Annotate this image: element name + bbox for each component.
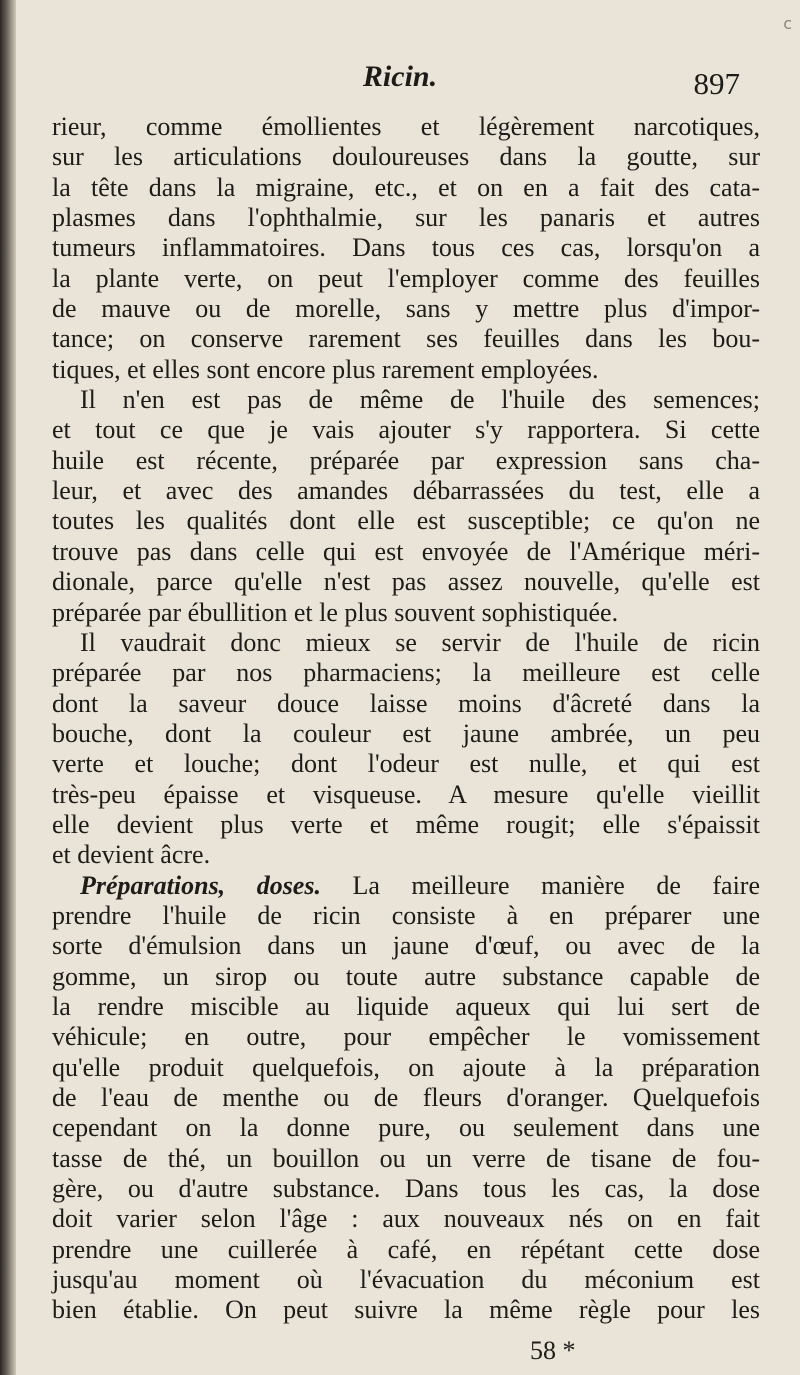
text-line: Il n'en est pas de même de l'huile des semences; bbox=[80, 385, 760, 415]
text-line: qu'elle produit quelquefois, on ajoute à la préparation bbox=[52, 1052, 760, 1082]
text-line: prendre l'huile de ricin consiste à en préparer une bbox=[52, 900, 760, 930]
body-text bbox=[52, 112, 760, 1326]
text-line: elle devient plus verte et même rougit; elle s'épaissit bbox=[52, 809, 760, 839]
text-line: trouve pas dans celle qui est envoyée de l'Amérique méri- bbox=[52, 536, 760, 566]
text-line: tiques, et elles sont encore plus rarement employées. bbox=[52, 354, 599, 384]
text-line: la plante verte, on peut l'employer comme des feuilles bbox=[52, 263, 760, 293]
signature-mark: 58 * bbox=[530, 1336, 576, 1365]
text-line: de mauve ou de morelle, sans y mettre plus d'impor- bbox=[52, 294, 760, 324]
text-line: tance; on conserve rarement ses feuilles dans les bou- bbox=[52, 324, 760, 354]
section-heading: Préparations, doses. bbox=[80, 870, 321, 900]
text-line: huile est récente, préparée par expression sans cha- bbox=[52, 445, 760, 475]
page-number: 897 bbox=[693, 66, 740, 101]
text-line: gomme, un sirop ou toute autre substance capable de bbox=[52, 961, 760, 991]
text-line: sorte d'émulsion dans un jaune d'œuf, ou avec de la bbox=[52, 931, 760, 961]
text-line: de l'eau de menthe ou de fleurs d'oranger. Quelquefois bbox=[52, 1083, 760, 1112]
text-line: la rendre miscible au liquide aqueux qui lui sert de bbox=[52, 991, 760, 1021]
text-line: préparée par ébullition et le plus souvent sophistiquée. bbox=[52, 597, 619, 627]
text-line: bien établie. On peut suivre la même règle pour les bbox=[52, 1295, 760, 1325]
text-line: très-peu épaisse et visqueuse. A mesure qu'elle vieillit bbox=[52, 779, 760, 809]
text-line: doit varier selon l'âge : aux nouveaux nés on en fait bbox=[52, 1204, 760, 1234]
text-line: leur, et avec des amandes débarrassées du test, elle a bbox=[52, 476, 760, 506]
running-title: Ricin. bbox=[362, 60, 438, 93]
section-lead: La meilleure manière de faire bbox=[352, 870, 760, 900]
text-line: préparée par nos pharmaciens; la meilleure est celle bbox=[52, 658, 760, 688]
text-line: cependant on la donne pure, ou seulement dans une bbox=[52, 1113, 760, 1143]
text-line: gère, ou d'autre substance. Dans tous les cas, la dose bbox=[52, 1174, 760, 1204]
margin-mark: c bbox=[783, 14, 792, 33]
text-line: dionale, parce qu'elle n'est pas assez nouvelle, qu'elle est bbox=[52, 567, 760, 597]
text-line: prendre une cuillerée à café, en répétant cette dose bbox=[52, 1234, 760, 1264]
text-line: et devient âcre. bbox=[52, 840, 211, 870]
text-line: jusqu'au moment où l'évacuation du méconium est bbox=[52, 1265, 760, 1295]
text-line: toutes les qualités dont elle est susceptible; ce qu'on ne bbox=[52, 506, 760, 536]
text-line: la tête dans la migraine, etc., et on en a fait des cata- bbox=[52, 172, 760, 202]
text-line: bouche, dont la couleur est jaune ambrée, un peu bbox=[52, 718, 760, 748]
text-line: dont la saveur douce laisse moins d'âcreté dans la bbox=[52, 688, 760, 718]
text-line: tumeurs inflammatoires. Dans tous ces cas, lorsqu'on a bbox=[52, 233, 760, 263]
text-line: tasse de thé, un bouillon ou un verre de tisane de fou- bbox=[52, 1143, 760, 1173]
text-line: Il vaudrait donc mieux se servir de l'huile de ricin bbox=[80, 627, 760, 657]
binding-shadow bbox=[0, 0, 16, 1375]
text-line: sur les articulations douloureuses dans la goutte, sur bbox=[52, 142, 760, 172]
text-line: verte et louche; dont l'odeur est nulle, et qui est bbox=[52, 749, 760, 779]
section-line bbox=[52, 871, 760, 901]
text-line: rieur, comme émollientes et légèrement narcotiques, bbox=[52, 112, 760, 141]
text-line: plasmes dans l'ophthalmie, sur les panaris et autres bbox=[52, 203, 760, 233]
text-line: et tout ce que je vais ajouter s'y rapportera. Si cette bbox=[52, 415, 760, 445]
text-line: véhicule; en outre, pour empêcher le vomissement bbox=[52, 1022, 760, 1052]
